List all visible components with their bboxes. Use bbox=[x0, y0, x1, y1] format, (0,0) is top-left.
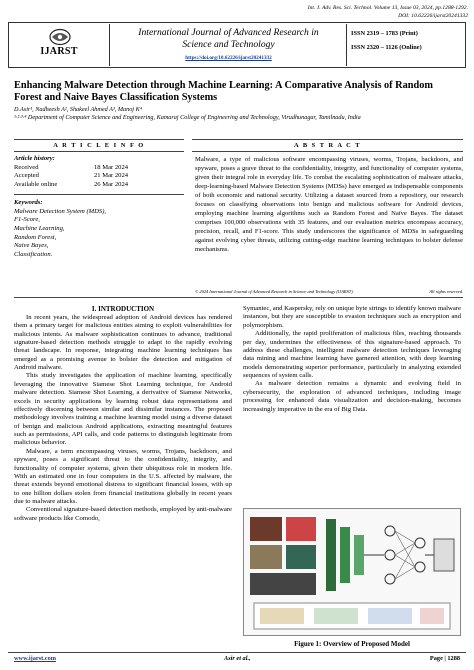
divider bbox=[14, 194, 184, 195]
fig-node bbox=[385, 574, 395, 584]
keyword: Random Forest, bbox=[14, 233, 57, 241]
fig-stage bbox=[420, 608, 444, 624]
logo-text: IJARST bbox=[40, 46, 78, 57]
section-title: I. INTRODUCTION bbox=[91, 305, 155, 313]
fig-layer bbox=[340, 527, 350, 583]
issn-block bbox=[351, 27, 467, 55]
divider bbox=[192, 151, 463, 152]
fig-node bbox=[385, 526, 395, 536]
fig-stage bbox=[260, 608, 304, 624]
copyright-line bbox=[195, 289, 463, 294]
journal-name-line: International Journal of Advanced Research in bbox=[138, 27, 319, 38]
history-date-accepted: 21 Mar 2024 bbox=[94, 172, 129, 180]
fig-input-image bbox=[250, 573, 316, 595]
article-info bbox=[14, 155, 172, 259]
doi-link[interactable]: https://doi.org/10.62226/ijarst20241332 bbox=[185, 55, 272, 61]
fig-layer bbox=[354, 535, 364, 575]
keywords-list bbox=[14, 208, 172, 259]
body-column-right bbox=[243, 305, 461, 414]
page-number: Page | 1288 bbox=[429, 655, 460, 662]
keyword: Naive Bayes, bbox=[14, 242, 49, 250]
abstract-text: Malware, a type of malicious software encompassing viruses, worms, Trojans, backdoors, and spyware, poses a grave threat to the confidentiality, integrity, and functionality of computer systems, given their integral role in everyday life. To combat the escalating sophistication of malware attacks, deep-learning-based Malware Detection Systems (MDSs) have emerged as indispensable components of both economic and national security. Utilizing a dataset sourced from a repository, our research focuses on classifying observations into benign and malicious software for Android devices, employing machine learning algorithms such as Random Forest and Naïve Bayes. The dataset comprises 100,000 observations with 35 features, and our evaluation metrics encompass accuracy, precision, recall, and F1-score. This study underscores the significance of MDSs in safeguarding against evolving cyber threats, utilizing cutting-edge machine learning techniques to bolster defense mechanisms. bbox=[195, 156, 463, 254]
copyright-text: © 2024 International Journal of Advanced Research in Science and Technology (IJARST). bbox=[195, 289, 354, 294]
history-row bbox=[14, 181, 172, 190]
rights-text: All rights reserved. bbox=[429, 289, 463, 294]
footer-author: Asir et al., bbox=[224, 655, 251, 662]
fig-input-image bbox=[250, 545, 282, 569]
issn-print: ISSN 2319 – 1783 (Print) bbox=[351, 30, 418, 37]
history-row bbox=[14, 172, 172, 181]
divider bbox=[192, 139, 463, 140]
citation-block bbox=[268, 4, 468, 20]
divider bbox=[14, 297, 463, 298]
history-label-accepted: Accepted bbox=[14, 172, 39, 180]
article-info-heading: A R T I C L E I N F O bbox=[53, 142, 145, 149]
journal-name bbox=[111, 27, 346, 50]
history-date-online: 26 Mar 2024 bbox=[94, 180, 129, 188]
figure-diagram bbox=[244, 509, 460, 635]
paper-title: Enhancing Malware Detection through Machine Learning: A Comparative Analysis of Random Forest and Naive Bayes Classification Systems bbox=[14, 80, 433, 104]
history-label-online: Available online bbox=[14, 180, 58, 188]
body-paragraph: Malware, a term encompassing viruses, worms, Trojans, backdoors, and spyware, poses a significant threat to the confidentiality, integrity, and functionality of computer systems, given their ubiquitous role in modern life. With an estimated one in four computers in the U.S. affected by malware, the threat extends beyond emotional distress to significant financial losses, with up to one billion dollars stolen from financial institutions globally in recent years due to malware attacks. bbox=[14, 447, 232, 505]
journal-title-block bbox=[111, 24, 347, 66]
body-column-left bbox=[14, 305, 232, 523]
citation-line: Int. J. Adv. Res. Sci. Technol. Volume 13, Issue 03, 2024, pp.1288-1292. bbox=[307, 5, 468, 11]
fig-input-image bbox=[286, 517, 316, 541]
fig-stage bbox=[368, 608, 412, 624]
body-paragraph: Conventional signature-based detection methods, employed by anti-malware software products like Comodo, bbox=[14, 506, 232, 522]
history-label: Article history: bbox=[14, 155, 55, 162]
body-paragraph: In recent years, the widespread adoption of Android devices has rendered them a primary target for malicious entities aiming to exploit vulnerabilities for malicious intents. As malware sophistication continues to advance, traditional signature-based detection methods struggle to adapt to the rapidly evolving threat landscape. In response, integrating machine learning techniques has emerged as a promising avenue to bolster the detection and mitigation of Android malware. bbox=[14, 313, 232, 371]
authors: D.Asir¹, Nadheesh A², Shakeel Ahmed A³, Manoj K⁴ bbox=[14, 106, 142, 113]
fig-input-image bbox=[250, 517, 282, 541]
journal-header bbox=[8, 22, 466, 68]
issn-online: ISSN 2320 – 1126 (Online) bbox=[351, 43, 422, 51]
divider bbox=[14, 151, 184, 152]
affiliation: ¹·²·³·⁴ Department of Computer Science and Engineering, Kamaraj College of Engineering and Technology, Virudhunagar, Tamilnadu, India bbox=[14, 114, 361, 121]
fig-layer bbox=[326, 519, 336, 591]
fig-stage bbox=[314, 608, 358, 624]
keywords-label: Keywords: bbox=[14, 199, 43, 207]
citation-doi: DOI: 10.62226/ijarst20241332 bbox=[398, 13, 468, 20]
history-label-received: Received bbox=[14, 163, 39, 171]
logo-emblem-icon bbox=[48, 28, 72, 46]
journal-name-line: Science and Technology bbox=[182, 38, 275, 50]
keyword: Classification. bbox=[14, 250, 53, 258]
journal-logo bbox=[10, 24, 110, 66]
fig-input-image bbox=[286, 545, 316, 569]
keyword: Malware Detection System (MDS), bbox=[14, 207, 107, 215]
fig-node bbox=[415, 538, 425, 548]
keyword: F1-Score, bbox=[14, 216, 40, 224]
body-paragraph: As malware detection remains a dynamic and evolving field in cybersecurity, the exploration of advanced techniques, including image processing for enhanced data visualization and decision-making, becomes increasingly imperative in the era of Big Data. bbox=[243, 380, 461, 413]
fig-node bbox=[385, 550, 395, 560]
fig-output-box bbox=[434, 539, 454, 571]
body-paragraph: This study investigates the application of machine learning, specifically leveraging the innovative Siamese Shot Learning technique, for Android malware detection. Siamese Shot Learning, a derivative of Siamese Networks, excels in security applications by learning robust data representations and effectively discerning between similar and dissimilar instances. The proposed methodology involves training a machine learning model using a diverse dataset of benign and malicious Android applications, extracting meaningful features such as permissions, API calls, and code patterns to distinguish legitimate from malicious behavior. bbox=[14, 372, 232, 447]
footer-divider bbox=[8, 652, 466, 653]
divider bbox=[14, 139, 184, 140]
abstract-heading: A B S T R A C T bbox=[293, 142, 362, 149]
history-date-received: 18 Mar 2024 bbox=[94, 163, 129, 171]
keyword: Machine Learning, bbox=[14, 224, 65, 232]
figure-1 bbox=[243, 508, 461, 636]
fig-node bbox=[415, 562, 425, 572]
figure-caption: Figure 1: Overview of Proposed Model bbox=[294, 640, 410, 648]
body-paragraph: Additionally, the rapid proliferation of malicious files, reaching thousands per day, undermines the effectiveness of this signature-based approach. To address these challenges, intelligent malware detection techniques leveraging data mining and machine learning have garnered attention, with deep learning models demonstrating superior performance, particularly in analyzing extended sequences of system calls. bbox=[243, 330, 461, 379]
body-paragraph: Symantec, and Kaspersky, rely on unique byte strings to identify known malware instances, but they are susceptible to evasion techniques such as encryption and polymorphism. bbox=[243, 305, 461, 329]
journal-website-link[interactable]: www.ijarst.com bbox=[14, 655, 56, 662]
history-row bbox=[14, 164, 172, 173]
